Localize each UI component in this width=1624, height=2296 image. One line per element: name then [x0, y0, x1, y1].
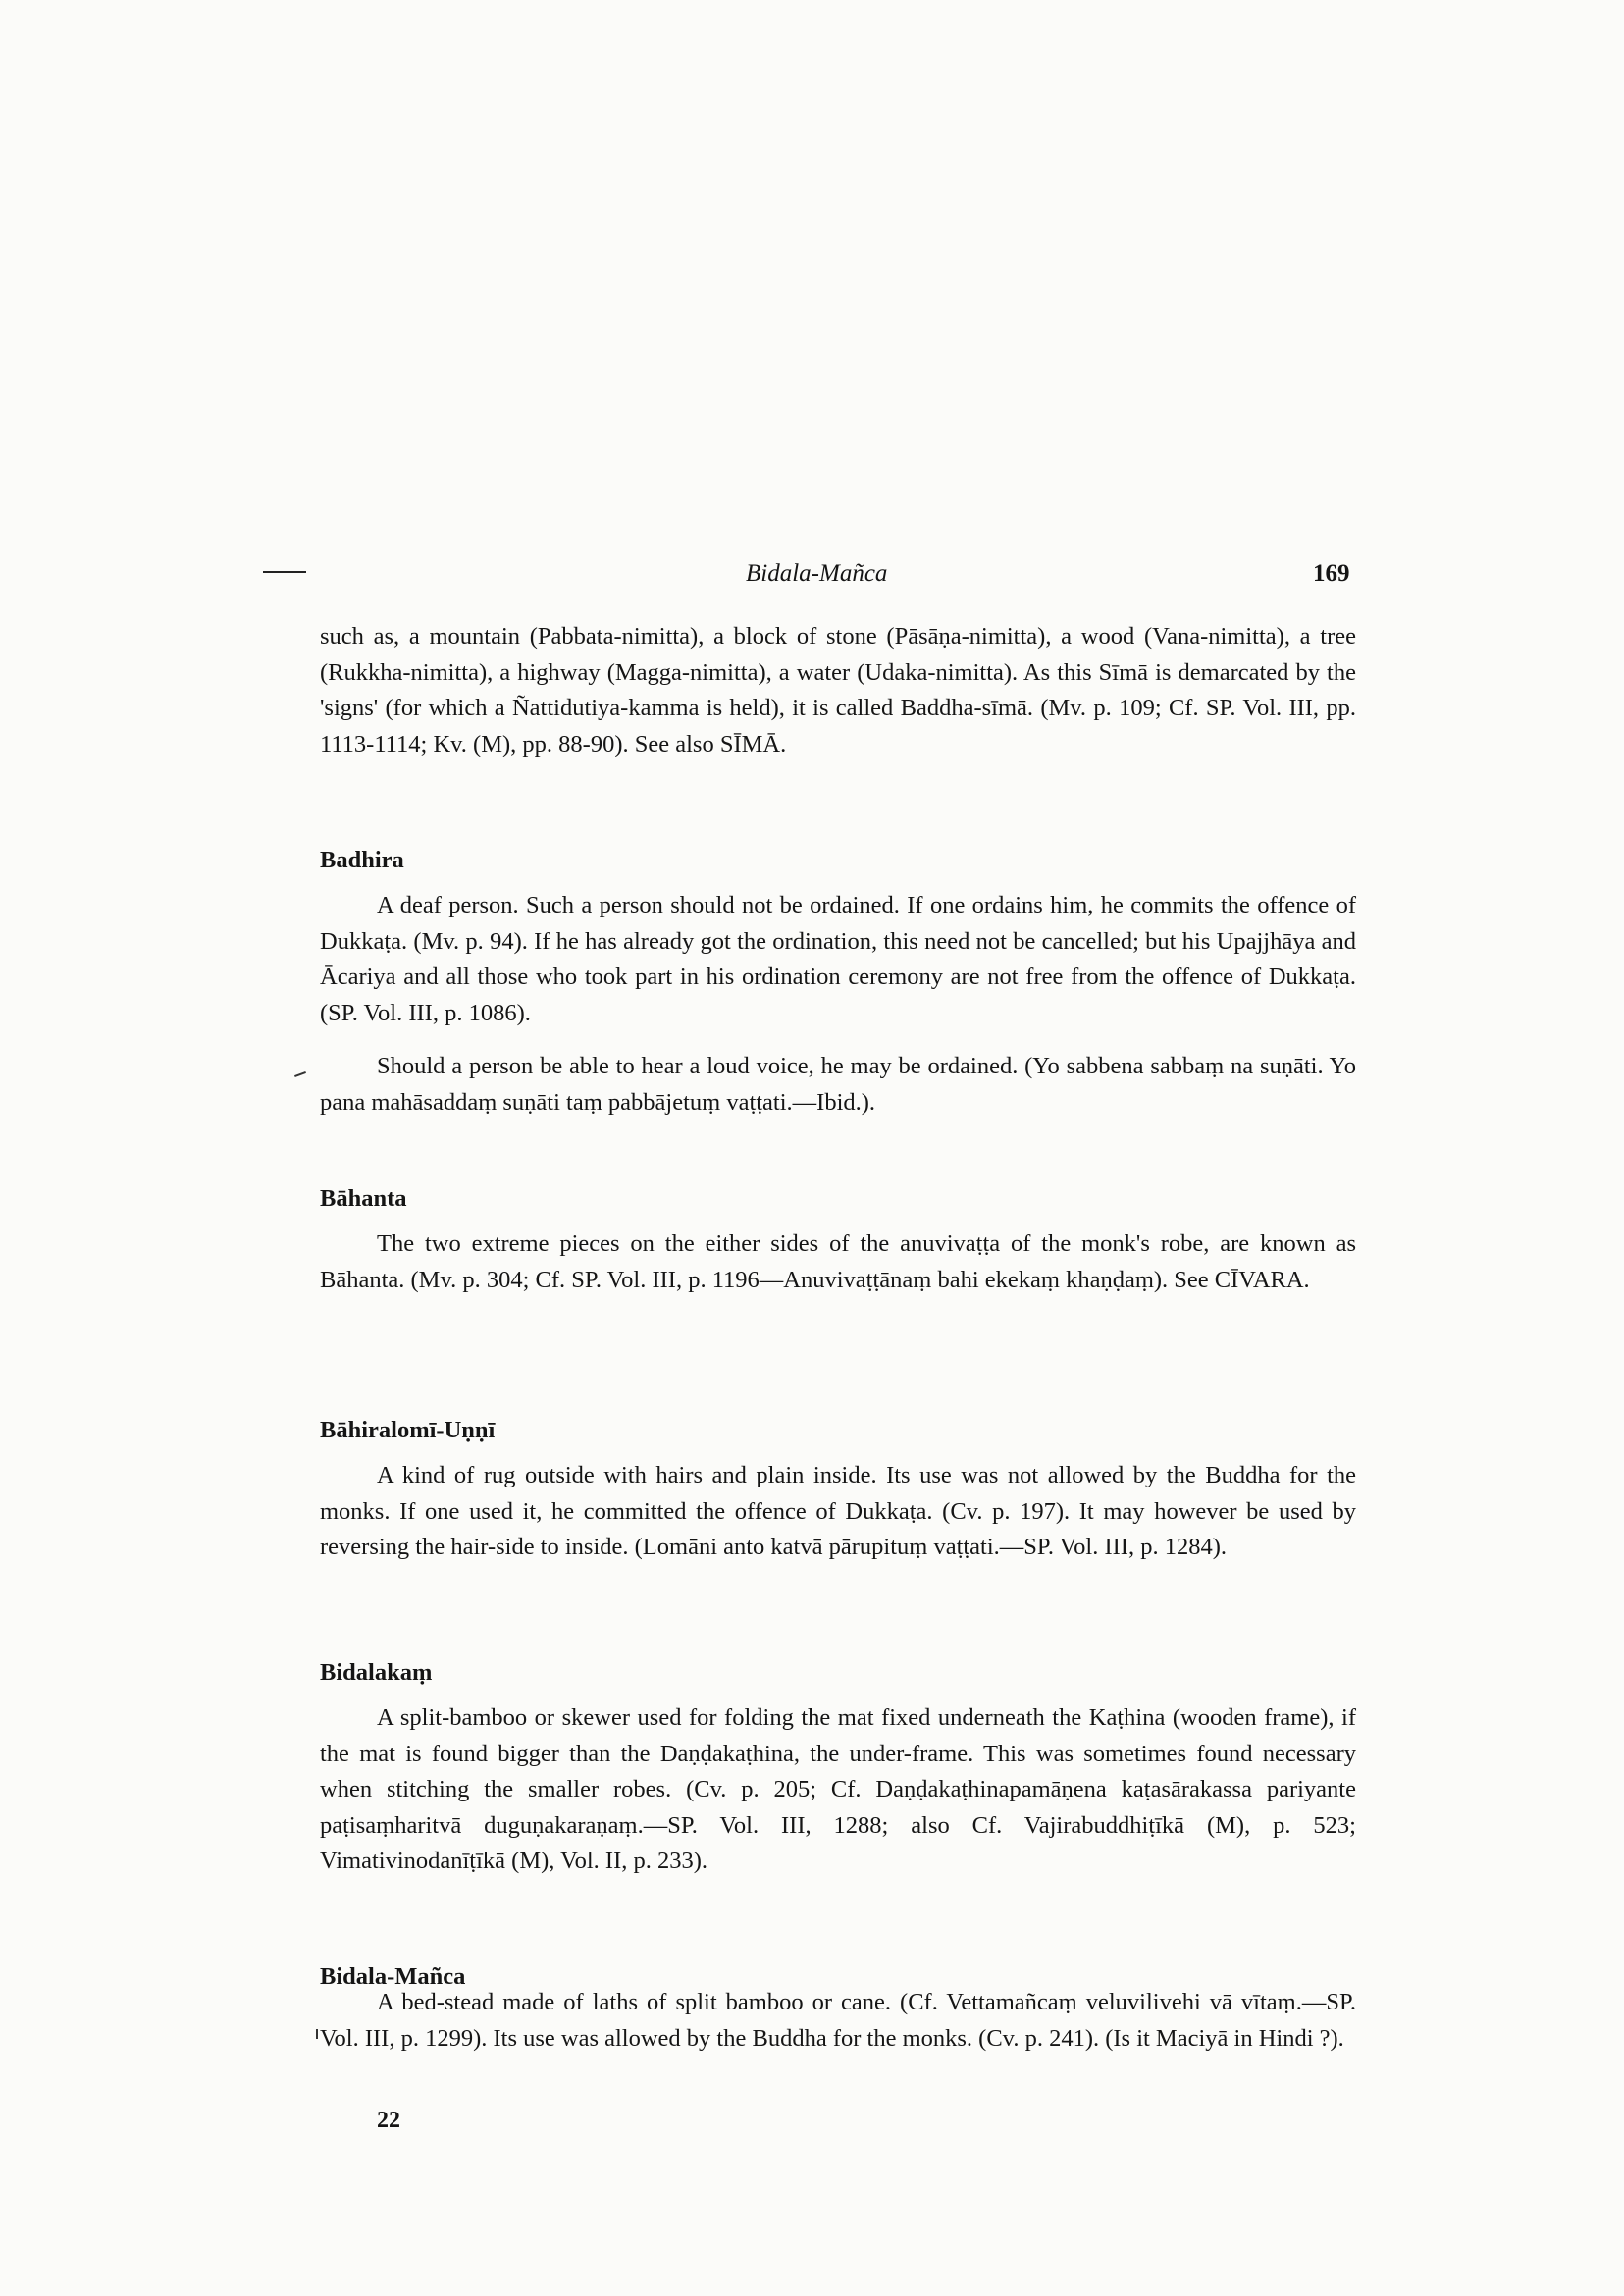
- running-head: [0, 560, 1624, 600]
- margin-mark: [316, 2029, 318, 2039]
- entry-paragraph: A deaf person. Such a person should not be ordained. If one ordains him, he commits the offence of Dukkaṭa. (Mv. p. 94). If he has already got the ordination, this need not be cancelled; but his Upajjhāya and Ācariya and all those who took part in his ordination ceremony are not free from the offence of Dukkaṭa. (SP. Vol. III, p. 1086).: [320, 892, 1356, 1026]
- entry-body-bahanta: [320, 1226, 1356, 1298]
- entry-paragraph: The two extreme pieces on the either sides of the anuvivaṭṭa of the monk's robe, are known as Bāhanta. (Mv. p. 304; Cf. SP. Vol. III, p. 1196—Anuvivaṭṭānaṃ bahi ekekaṃ khaṇḍaṃ). See CĪVARA.: [320, 1230, 1356, 1293]
- entry-paragraph: A kind of rug outside with hairs and plain inside. Its use was not allowed by the Buddha for the monks. If one used it, he committed the offence of Dukkaṭa. (Cv. p. 197). It may however be used by reversing the hair-side to inside. (Lomāni anto katvā pārupituṃ vaṭṭati.—SP. Vol. III, p. 1284).: [320, 1462, 1356, 1560]
- entry-heading-bahiralomi-unni: Bāhiralomī-Uṇṇī: [320, 1417, 496, 1443]
- page-number: 169: [1313, 560, 1350, 587]
- entry-body-bidala-manca: [320, 1985, 1356, 2057]
- entry-body-bidalakam: [320, 1700, 1356, 1880]
- entry-body-bahiralomi-unni: [320, 1458, 1356, 1566]
- intro-paragraph: such as, a mountain (Pabbata-nimitta), a block of stone (Pāsāṇa-nimitta), a wood (Vana-nimitta), a tree (Rukkha-nimitta), a highway (Magga-nimitta), a water (Udaka-nimitta). As this Sīmā is demarcated by the 'signs' (for which a Ñattidutiya-kamma is held), it is called Baddha-sīmā. (Mv. p. 109; Cf. SP. Vol. III, pp. 1113-1114; Kv. (M), pp. 88-90). See also SĪMĀ.: [320, 623, 1356, 757]
- entry-heading-bidala-manca: Bidala-Mañca: [320, 1963, 466, 1990]
- entry-heading-bahanta: Bāhanta: [320, 1185, 407, 1212]
- entry-paragraph: A split-bamboo or skewer used for folding the mat fixed underneath the Kaṭhina (wooden frame), if the mat is found bigger than the Daṇḍakaṭhina, the under-frame. This was sometimes found necessary when stitching the smaller robes. (Cv. p. 205; Cf. Daṇḍakaṭhinapamāṇena kaṭasārakassa pariyante paṭisaṃharitvā duguṇakaraṇaṃ.—SP. Vol. III, 1288; also Cf. Vajirabuddhiṭīkā (M), p. 523; Vimativinodanīṭīkā (M), Vol. II, p. 233).: [320, 1704, 1356, 1874]
- margin-mark: [294, 1071, 306, 1077]
- entry-heading-bidalakam: Bidalakaṃ: [320, 1659, 433, 1686]
- entry-paragraph: A bed-stead made of laths of split bamboo or cane. (Cf. Vettamañcaṃ veluvilivehi vā vītaṃ.—SP. Vol. III, p. 1299). Its use was allowed by the Buddha for the monks. (Cv. p. 241). (Is it Maciyā in Hindi ?).: [320, 1989, 1356, 2052]
- entry-paragraph: Should a person be able to hear a loud voice, he may be ordained. (Yo sabbena sabbaṃ na suṇāti. Yo pana mahāsaddaṃ suṇāti taṃ pabbājetuṃ vaṭṭati.—Ibid.).: [320, 1053, 1356, 1116]
- signature-mark: 22: [377, 2108, 400, 2133]
- entry-body-badhira: [320, 888, 1356, 1121]
- entry-heading-badhira: Badhira: [320, 847, 404, 873]
- running-title: Bidala-Mañca: [746, 560, 888, 587]
